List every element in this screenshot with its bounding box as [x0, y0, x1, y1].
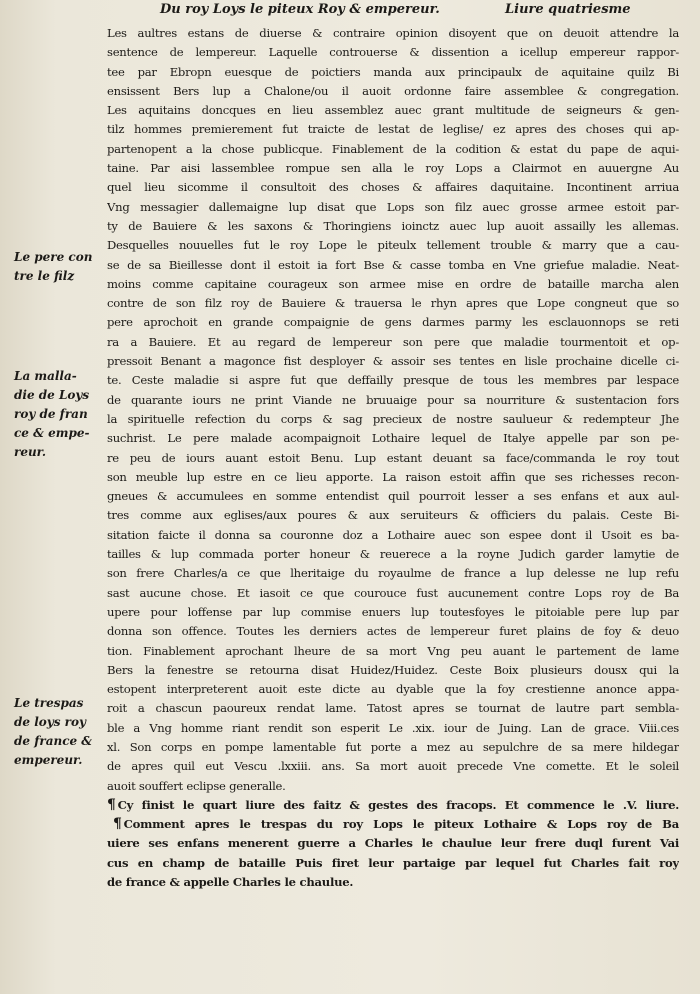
text-line: tion. Finablement aprochant lheure de sa mort Vng peu auant le partement de lame [107, 643, 679, 658]
chapter-heading-line [107, 834, 679, 853]
text-line: xl. Son corps en pompe lamentable fut porte a mez au sepulchre de sa mere hildegar [107, 739, 679, 754]
heading-text: de france & appelle Charles le chaulue. [107, 875, 354, 890]
body-paragraphs [107, 24, 679, 796]
margin-note-line: reur. [14, 445, 47, 459]
header-title: Du roy Loys le piteux Roy & empereur. [160, 2, 440, 17]
text-line: ble a Vng homme riant rendit son esperit Le .xix. iour de Juing. Lan de grace. Viii.ces [107, 720, 679, 735]
text-line: de quarante iours ne print Viande ne bruuaige pour sa nourriture & sustentacion fors [107, 392, 679, 407]
text-line: contre de son filz roy de Bauiere & trauersa le rhyn apres que Lope congneut que so [107, 296, 679, 311]
text-line: Les aquitains doncques en lieu assemblez auec grant multitude de seigneurs & gen- [107, 103, 679, 118]
text-line: upere pour loffense par lup commise enuers lup toutesfoyes le pitoiable pere lup par [107, 604, 679, 619]
margin-note-line: die de Loys [14, 388, 90, 402]
text-line: donna son offence. Toutes les derniers actes de lempereur furet plains de foy & deuo [107, 624, 679, 639]
text-line: pressoit Benant a magonce fist desployer & assoir ses tentes en lisle prochaine dicelle ci- [107, 354, 679, 369]
text-line: suchrist. Le pere malade acompaignoit Lothaire lequel de Italye appelle par son pe- [107, 431, 679, 446]
text-line: quel lieu sicomme il consultoit des choses & affaires daquitaine. Incontinent arriua [107, 180, 679, 195]
text-line: sast aucune chose. Et iasoit ce que courouce fust aucunement contre Lops roy de Ba [107, 585, 679, 600]
text-line: sentence de lempereur. Laquelle controuerse & dissention a icellup empereur rappor- [107, 45, 679, 60]
heading-text: Comment apres le trespas du roy Lops le piteux Lothaire & Lops roy de Ba [123, 817, 679, 832]
heading-text: cus en champ de bataille Puis firet leur partaige par lequel fut Charles fait roy [107, 855, 679, 870]
margin-note-illness [14, 367, 100, 462]
margin-note-line: tre le filz [14, 269, 75, 283]
text-line: se de sa Bieillesse dont il estoit ia fort Bse & casse tomba en Vne griefue maladie. Neat- [107, 257, 679, 272]
text-line: tres comme aux eglises/aux poures & aux seruiteurs & officiers du palais. Ceste Bi- [107, 508, 679, 523]
heading-text: uiere ses enfans menerent guerre a Charles le chaulue leur frere duql furent Vai [107, 836, 679, 851]
margin-note-line: La malla- [14, 369, 77, 383]
text-line: estopent interpreterent auoit este dicte au dyable que la foy crestienne anonce appa- [107, 682, 679, 697]
text-line: gneues & accumulees en somme entendist quil pourroit lesser a ses enfans et aux aul- [107, 489, 679, 504]
margin-note-father-against-son [14, 248, 100, 286]
margin-note-line: Le trespas [14, 696, 84, 710]
text-line: partenopent a la chose publicque. Finablement de la codition & estat du pape de aqui- [107, 141, 679, 156]
text-line: Desquelles nouuelles fut le roy Lope le piteulx tellement trouble & marry que a cau- [107, 238, 679, 253]
book-end-line [107, 796, 679, 815]
running-header [160, 0, 680, 24]
margin-note-line: de loys roy [14, 715, 86, 729]
pilcrow-mark: ¶ [113, 816, 122, 833]
text-line: de apres quil eut Vescu .lxxiii. ans. Sa mort auoit precede Vne comette. Et le soleil [107, 759, 679, 774]
text-line: son frere Charles/a ce que lheritaige du royaulme de france a lup delesse ne lup refu [107, 566, 679, 581]
margin-note-line: Le pere con [14, 250, 93, 264]
margin-note-line: de france & [14, 734, 93, 748]
text-line: moins comme capitaine courageux son armee mise en ordre de bataille marcha alen [107, 276, 679, 291]
margin-note-death [14, 694, 100, 770]
margin-note-line: ce & empe- [14, 426, 90, 440]
text-line: roit a chascun paoureux rendat lame. Tatost apres se tournat de lautre part sembla- [107, 701, 679, 716]
text-line: son meuble lup estre en ce lieu apporte. La raison estoit affin que ses richesses recon- [107, 469, 679, 484]
margin-note-line: roy de fran [14, 407, 88, 421]
text-line: tailles & lup commada porter honeur & reuerece a la royne Judich garder lamytie de [107, 547, 679, 562]
text-line: pere aprochoit en grande compaignie de gens darmes parmy les esclauonnops se reti [107, 315, 679, 330]
main-text-column [107, 24, 679, 892]
text-line: te. Ceste maladie si aspre fut que deffailly presque de tous les membres par lespace [107, 373, 679, 388]
chapter-heading-line [107, 815, 679, 834]
text-line: re peu de iours auant estoit Benu. Lup estant deuant sa face/commanda le roy tout [107, 450, 679, 465]
margin-note-line: empereur. [14, 753, 83, 767]
text-line: Les aultres estans de diuerse & contraire opinion disoyent que on deuoit attendre la [107, 26, 679, 40]
text-line: ensissent Bers lup a Chalone/ou il auoit ordonne faire assemblee & congregation. [107, 83, 679, 98]
text-line: tee par Ebropn euesque de poictiers manda aux principaulx de aquitaine quilz Bi [107, 64, 679, 79]
text-line: Vng messagier dallemaigne lup disat que Lops son filz auec grosse armee estoit par- [107, 199, 679, 214]
text-line: ra a Bauiere. Et au regard de lempereur son pere que maladie tourmentoit et op- [107, 334, 679, 349]
pilcrow-mark: ¶ [107, 796, 116, 813]
text-line: Bers la fenestre se retourna disat Huidez/Huidez. Ceste Boix plusieurs dousx qui la [107, 662, 679, 677]
chapter-heading-line [107, 873, 679, 892]
header-book-number: Liure quatriesme [505, 2, 631, 17]
chapter-end-rubric [107, 796, 679, 892]
text-line: tilz hommes premierement fut traicte de lestat de leglise/ ez apres des choses qui ap- [107, 122, 679, 137]
text-line: auoit souffert eclipse generalle. [107, 778, 286, 793]
heading-text: Cy finist le quart liure des faitz & gestes des fracops. Et commence le .V. liure. [117, 797, 679, 812]
text-line: la spirituelle refection du corps & sag precieux de nostre saulueur & redempteur Jhe [107, 411, 679, 426]
text-line: sitation faicte il donna sa couronne doz a Lothaire auec son espee dont il Usoit es ba- [107, 527, 679, 542]
text-line: taine. Par aisi lassemblee rompue sen alla le roy Lops a Clairmot en auuergne Au [107, 161, 679, 176]
text-line: ty de Bauiere & les saxons & Thoringiens ioinctz auec lup auoit assailly les allemas. [107, 218, 679, 233]
chapter-heading-line [107, 854, 679, 873]
